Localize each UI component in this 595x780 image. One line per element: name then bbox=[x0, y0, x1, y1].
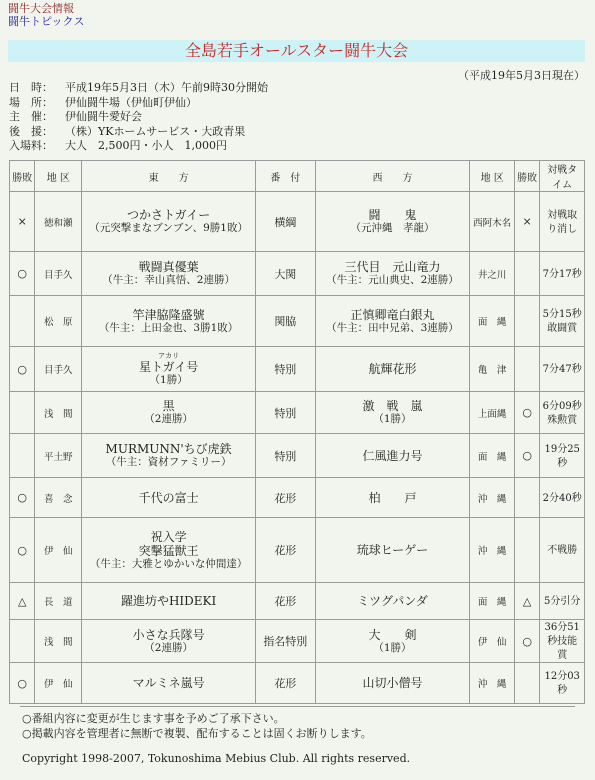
rank-label: 特別 bbox=[274, 449, 297, 463]
time-label: 5分15秒敢闘賞 bbox=[542, 309, 582, 334]
result-west bbox=[514, 478, 539, 518]
area-label: 徳和瀬 bbox=[44, 217, 73, 229]
area-west bbox=[470, 252, 515, 296]
as-of-date: （平成19年5月3日現在） bbox=[458, 69, 585, 82]
east-sub: （牛主：資材ファミリー） bbox=[105, 456, 232, 468]
west-name: 柏 戸 bbox=[368, 490, 417, 505]
header-time: 対戦タイム bbox=[540, 161, 585, 192]
event-info bbox=[9, 81, 268, 154]
result-mark: × bbox=[17, 215, 27, 228]
bout-time bbox=[540, 478, 585, 518]
result-east bbox=[10, 347, 35, 392]
table-row bbox=[10, 518, 585, 583]
result-west bbox=[514, 434, 539, 478]
result-east bbox=[10, 252, 35, 296]
bout-time bbox=[540, 392, 585, 434]
time-label: 19分25秒 bbox=[544, 443, 580, 469]
rank-label: 特別 bbox=[274, 363, 297, 376]
area-west bbox=[470, 518, 515, 583]
rank bbox=[256, 252, 315, 296]
result-mark: ○ bbox=[522, 449, 532, 462]
west-sub: （牛主：田中兄弟、3連勝） bbox=[326, 321, 459, 334]
table-row bbox=[10, 392, 585, 434]
west-name: 三代目 元山竜力 bbox=[344, 260, 441, 274]
west-bull bbox=[315, 296, 470, 347]
time-label: 対戦取り消し bbox=[547, 209, 578, 235]
west-bull bbox=[315, 663, 470, 704]
area-label: 面 縄 bbox=[477, 597, 507, 608]
east-bull bbox=[82, 518, 256, 583]
east-name: 躍進坊やHIDEKI bbox=[120, 594, 217, 608]
footer-note: ○番組内容に変更が生じます事を予めご了承下さい。 bbox=[22, 712, 285, 725]
east-bull bbox=[82, 478, 256, 518]
west-sub: （1勝） bbox=[373, 413, 412, 425]
rank bbox=[256, 620, 315, 663]
area-label: 伊 仙 bbox=[477, 637, 507, 648]
west-name: 仁風進力号 bbox=[362, 448, 423, 463]
area-label: 伊 仙 bbox=[44, 679, 73, 690]
rank bbox=[256, 296, 315, 347]
area-east bbox=[35, 434, 82, 478]
east-sub: （牛主：大雅とゆかいな仲間達） bbox=[89, 557, 248, 570]
breadcrumb-section-link[interactable]: 闘牛大会情報 bbox=[8, 2, 74, 15]
bout-time bbox=[540, 518, 585, 583]
result-west bbox=[514, 296, 539, 347]
time-label: 36分51秒技能賞 bbox=[544, 622, 580, 661]
west-bull bbox=[315, 347, 470, 392]
area-east bbox=[35, 583, 82, 620]
result-east bbox=[10, 583, 35, 620]
header-rank: 番 付 bbox=[256, 161, 315, 192]
east-bull bbox=[82, 192, 256, 252]
area-label: 喜 念 bbox=[44, 493, 73, 505]
bout-time bbox=[540, 583, 585, 620]
area-west bbox=[470, 478, 515, 518]
table-row bbox=[10, 296, 585, 347]
result-west bbox=[514, 620, 539, 663]
rank-label: 花形 bbox=[274, 677, 297, 690]
area-label: 松 原 bbox=[44, 317, 73, 328]
west-sub: （牛主：元山典史、2連勝） bbox=[326, 274, 459, 286]
rank bbox=[256, 347, 315, 392]
result-mark: △ bbox=[17, 594, 27, 608]
area-west bbox=[470, 392, 515, 434]
result-mark: × bbox=[522, 215, 532, 228]
copyright: Copyright 1998-2007, Tokunoshima Mebius Club. All rights reserved. bbox=[22, 752, 411, 765]
area-label: 井之川 bbox=[477, 269, 507, 281]
area-label: 浅 間 bbox=[44, 637, 73, 648]
result-east bbox=[10, 434, 35, 478]
area-east bbox=[35, 663, 82, 704]
area-east bbox=[35, 296, 82, 347]
info-value: 伊仙闘牛場（伊仙町伊仙） bbox=[65, 95, 197, 109]
rank-label: 花形 bbox=[274, 544, 297, 557]
result-mark: ○ bbox=[522, 406, 532, 419]
area-label: 目手久 bbox=[44, 269, 73, 281]
table-row bbox=[10, 192, 585, 252]
rank-label: 大関 bbox=[274, 267, 297, 281]
area-label: 長 道 bbox=[44, 597, 73, 608]
header-area-east: 地 区 bbox=[35, 161, 82, 192]
east-name: 竿津脇隆盛號 bbox=[132, 307, 205, 322]
west-bull bbox=[315, 392, 470, 434]
table-row bbox=[10, 478, 585, 518]
area-west bbox=[470, 192, 515, 252]
bout-time bbox=[540, 434, 585, 478]
result-mark: ○ bbox=[17, 543, 28, 557]
breadcrumb bbox=[8, 2, 84, 28]
table-row bbox=[10, 347, 585, 392]
area-label: 伊 仙 bbox=[44, 546, 73, 557]
time-label: 2分40秒 bbox=[542, 492, 582, 504]
result-west bbox=[514, 663, 539, 704]
area-west bbox=[470, 296, 515, 347]
table-row bbox=[10, 663, 585, 704]
east-sub: （2連勝） bbox=[144, 641, 193, 654]
area-east bbox=[35, 192, 82, 252]
west-name: 航輝花形 bbox=[368, 362, 417, 376]
west-name: 闘 鬼 bbox=[368, 208, 417, 222]
east-name: つかさトガイー bbox=[126, 208, 211, 222]
west-bull bbox=[315, 620, 470, 663]
footer-divider bbox=[20, 706, 575, 707]
bout-time bbox=[540, 192, 585, 252]
area-east bbox=[35, 620, 82, 663]
east-ruby: アカリ bbox=[158, 351, 180, 360]
info-value: 平成19年5月3日（木）午前9時30分開始 bbox=[65, 81, 268, 94]
west-name: 琉球ヒーゲー bbox=[356, 543, 429, 557]
info-key: 場 所： bbox=[9, 95, 53, 109]
west-sub: （元沖縄 孝龍） bbox=[350, 222, 435, 234]
bout-time bbox=[540, 663, 585, 704]
time-label: 12分03秒 bbox=[544, 671, 580, 696]
time-label: 5分引分 bbox=[544, 596, 581, 607]
time-label: 不戦勝 bbox=[547, 545, 578, 556]
page-title: 全島若手オールスター闘牛大会 bbox=[8, 40, 585, 62]
header-west: 西 方 bbox=[315, 161, 470, 192]
west-name: ミツグパンダ bbox=[357, 594, 428, 608]
result-west bbox=[514, 392, 539, 434]
area-west bbox=[470, 347, 515, 392]
result-west bbox=[514, 252, 539, 296]
result-mark: ○ bbox=[17, 491, 28, 504]
rank bbox=[256, 392, 315, 434]
info-row-sponsor bbox=[9, 125, 268, 140]
area-east bbox=[35, 392, 82, 434]
east-bull bbox=[82, 296, 256, 347]
rank-label: 指名特別 bbox=[263, 635, 308, 648]
footer-note: ○掲載内容を管理者に無断で複製、配布することは固くお断りします。 bbox=[22, 726, 372, 740]
info-value: 伊仙闘牛愛好会 bbox=[65, 110, 142, 124]
area-east bbox=[35, 518, 82, 583]
bout-time bbox=[540, 620, 585, 663]
east-bull bbox=[82, 392, 256, 434]
area-label: 沖 縄 bbox=[477, 679, 507, 690]
area-label: 浅 間 bbox=[44, 408, 73, 420]
area-label: 西阿木名 bbox=[473, 217, 512, 229]
result-east bbox=[10, 663, 35, 704]
table-header-row bbox=[10, 161, 585, 192]
table-row bbox=[10, 620, 585, 663]
header-east: 東 方 bbox=[82, 161, 256, 192]
result-east bbox=[10, 518, 35, 583]
result-west bbox=[514, 192, 539, 252]
rank-label: 横綱 bbox=[274, 215, 297, 229]
header-result-east: 勝敗 bbox=[10, 161, 35, 192]
area-west bbox=[470, 663, 515, 704]
west-bull bbox=[315, 583, 470, 620]
east-name: 千代の富士 bbox=[138, 490, 199, 505]
area-label: 沖 縄 bbox=[477, 546, 507, 557]
area-west bbox=[470, 434, 515, 478]
area-east bbox=[35, 347, 82, 392]
result-mark: ○ bbox=[17, 676, 28, 690]
east-sub: （元突撃まなブンブン、9勝1敗） bbox=[89, 222, 248, 234]
breadcrumb-page-link[interactable]: 闘牛トピックス bbox=[8, 15, 85, 28]
east-sub: （牛主：幸山真悟、2連勝） bbox=[102, 274, 235, 286]
info-row-organizer bbox=[9, 110, 268, 125]
west-name: 山切小僧号 bbox=[362, 676, 423, 690]
west-name: 激 戦 嵐 bbox=[362, 399, 423, 413]
header-result-west: 勝敗 bbox=[514, 161, 539, 192]
result-mark: ○ bbox=[17, 362, 28, 376]
info-key: 後 援： bbox=[9, 124, 53, 138]
info-key: 主 催： bbox=[9, 110, 53, 124]
east-name: 小さな兵隊号 bbox=[132, 627, 205, 642]
west-bull bbox=[315, 192, 470, 252]
rank-label: 花形 bbox=[274, 491, 297, 505]
bout-time bbox=[540, 347, 585, 392]
info-row-admission bbox=[9, 139, 268, 154]
east-sub: （1勝） bbox=[149, 373, 188, 386]
result-mark: ○ bbox=[522, 634, 532, 648]
area-west bbox=[470, 620, 515, 663]
rank-label: 特別 bbox=[274, 406, 297, 420]
area-label: 面 縄 bbox=[477, 317, 507, 328]
east-name: MURMUNN'ちび虎鉄 bbox=[105, 442, 232, 456]
result-east bbox=[10, 478, 35, 518]
area-east bbox=[35, 478, 82, 518]
rank bbox=[256, 663, 315, 704]
result-west bbox=[514, 583, 539, 620]
east-bull bbox=[82, 663, 256, 704]
time-label: 7分17秒 bbox=[542, 268, 582, 280]
result-east bbox=[10, 192, 35, 252]
rank-label: 関脇 bbox=[274, 315, 297, 328]
area-label: 亀 津 bbox=[477, 365, 507, 376]
area-label: 上面縄 bbox=[477, 408, 507, 420]
rank bbox=[256, 434, 315, 478]
result-mark: ○ bbox=[17, 267, 28, 280]
east-name: 黒 bbox=[162, 399, 175, 413]
area-label: 平土野 bbox=[44, 451, 73, 463]
area-label: 沖 縄 bbox=[477, 493, 507, 505]
bout-time bbox=[540, 252, 585, 296]
area-label: 面 縄 bbox=[477, 451, 507, 463]
rank bbox=[256, 518, 315, 583]
info-value: （株）YKホームサービス・大政青果 bbox=[65, 124, 246, 138]
result-east bbox=[10, 296, 35, 347]
result-east bbox=[10, 620, 35, 663]
east-name: 戦闘真優葉 bbox=[138, 260, 199, 274]
result-mark: △ bbox=[522, 594, 532, 608]
west-sub: （1勝） bbox=[373, 641, 412, 654]
time-label: 6分09秒殊勲賞 bbox=[542, 400, 582, 426]
east-sub: （2連勝） bbox=[144, 413, 193, 425]
east-bull bbox=[82, 434, 256, 478]
info-row-date bbox=[9, 81, 268, 96]
west-bull bbox=[315, 478, 470, 518]
header-area-west: 地 区 bbox=[470, 161, 515, 192]
east-bull bbox=[82, 252, 256, 296]
area-east bbox=[35, 252, 82, 296]
table-row bbox=[10, 583, 585, 620]
east-name: マルミネ嵐号 bbox=[132, 676, 205, 690]
info-row-venue bbox=[9, 96, 268, 111]
rank bbox=[256, 192, 315, 252]
footer-notes bbox=[22, 712, 372, 741]
time-label: 7分47秒 bbox=[542, 364, 582, 375]
west-bull bbox=[315, 434, 470, 478]
table-row bbox=[10, 252, 585, 296]
east-sub: （牛主：上田金也、3勝1敗） bbox=[98, 321, 239, 334]
info-key: 入場料： bbox=[9, 139, 53, 153]
rank-label: 花形 bbox=[274, 595, 297, 608]
area-label: 目手久 bbox=[44, 365, 73, 376]
west-bull bbox=[315, 252, 470, 296]
result-west bbox=[514, 347, 539, 392]
west-name: 大 剣 bbox=[368, 627, 417, 642]
east-name: 祝入学 突撃猛獣王 bbox=[138, 529, 199, 558]
result-west bbox=[514, 518, 539, 583]
west-bull bbox=[315, 518, 470, 583]
east-bull bbox=[82, 347, 256, 392]
bout-time bbox=[540, 296, 585, 347]
east-name: 星トガイ号 bbox=[138, 359, 199, 374]
bout-table bbox=[9, 160, 585, 704]
west-name: 正慎卿竜白銀丸 bbox=[350, 307, 435, 322]
area-west bbox=[470, 583, 515, 620]
east-bull bbox=[82, 620, 256, 663]
table-row bbox=[10, 434, 585, 478]
info-value: 大人 2,500円・小人 1,000円 bbox=[65, 139, 227, 153]
rank bbox=[256, 478, 315, 518]
info-key: 日 時： bbox=[9, 81, 53, 94]
result-east bbox=[10, 392, 35, 434]
east-bull bbox=[82, 583, 256, 620]
rank bbox=[256, 583, 315, 620]
